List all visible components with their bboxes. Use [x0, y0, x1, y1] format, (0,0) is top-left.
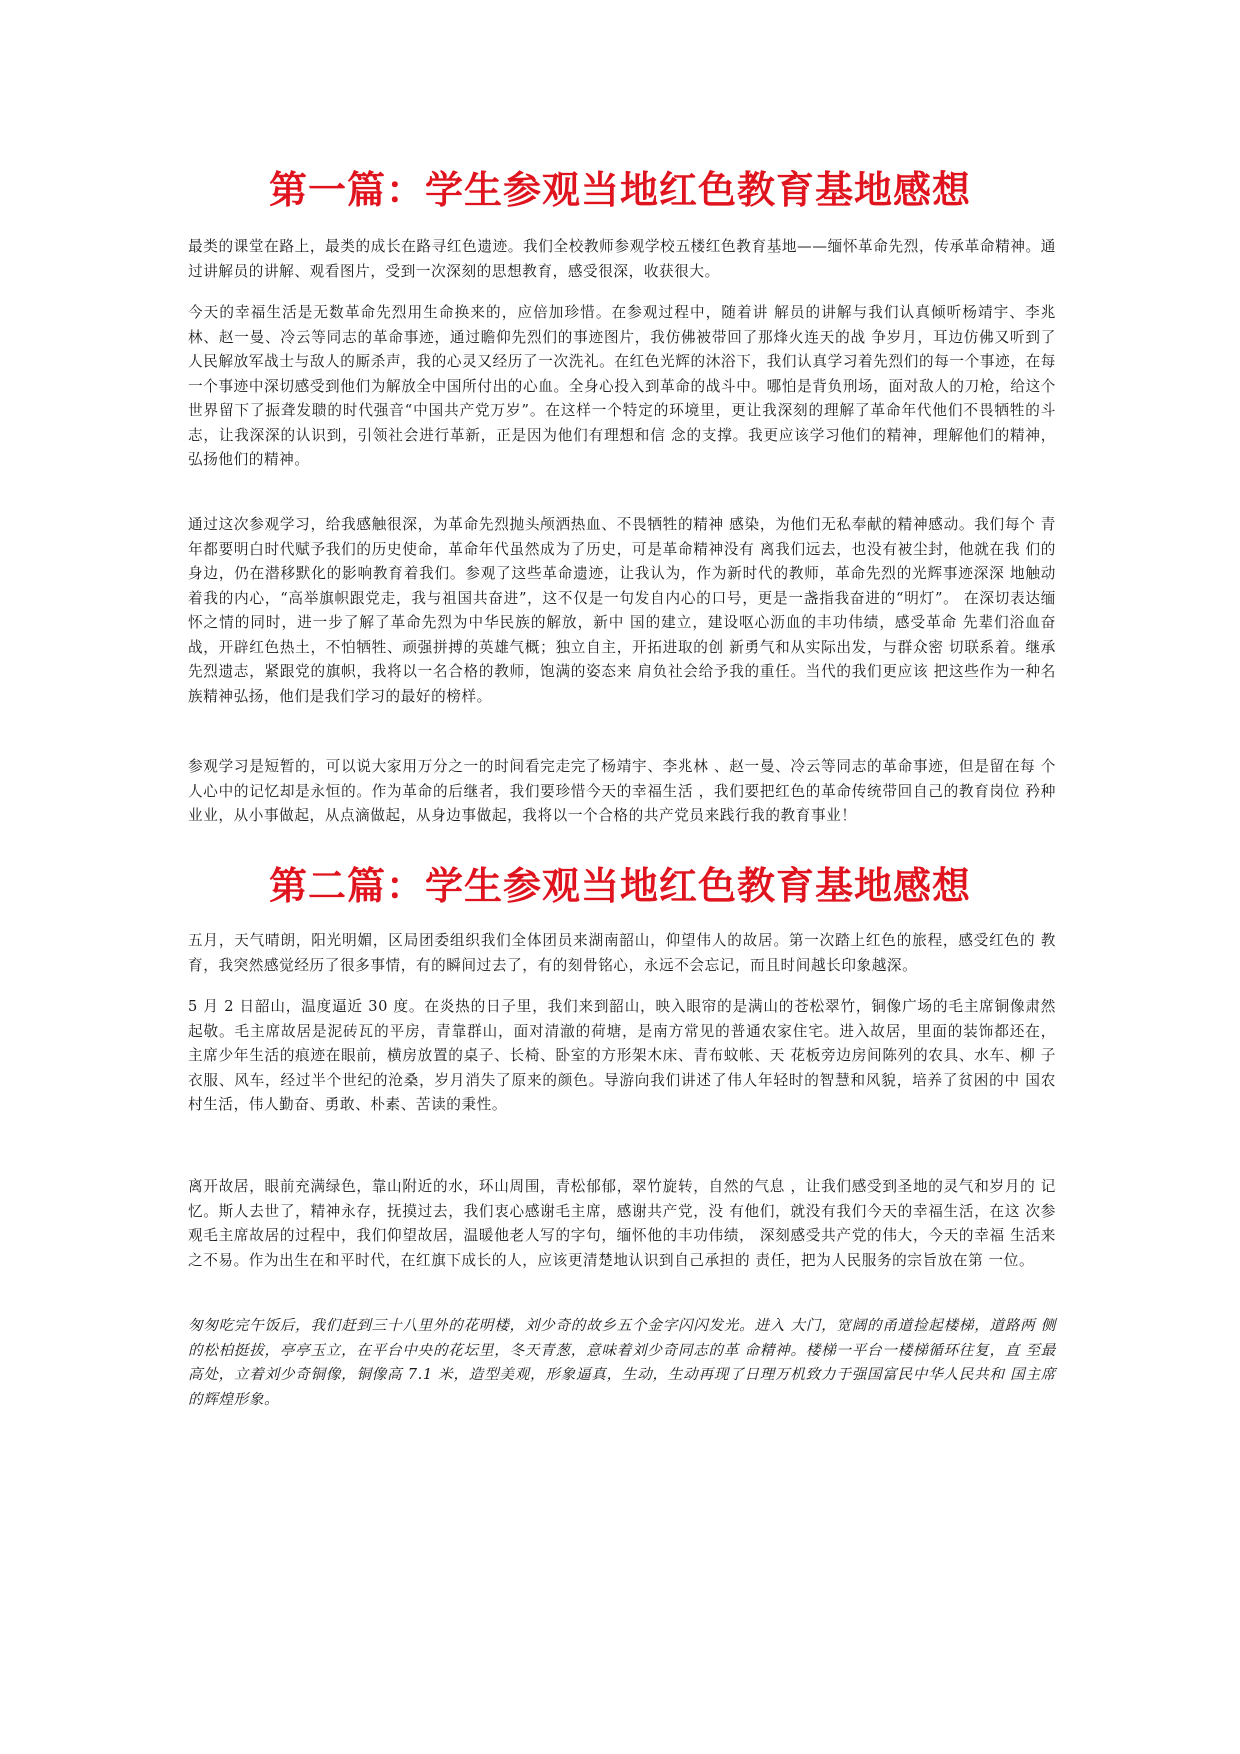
article-2-title: 第二篇：学生参观当地红色教育基地感想 — [268, 864, 971, 908]
article-1-paragraph-4: 参观学习是短暂的，可以说大家用万分之一的时间看完走完了杨靖宇、李兆林 、赵一曼、冷云等同志的革命事迹，但是留在每 个人心中的记忆却是永恒的。作为革命的后继者，我们要珍惜今天的幸福生活 ，我们要把红色的革命传统带回自己的教育岗位 矜种业业，从小事做起，从点滴做起，从身边事做起，我将以一个合格的共产党员来践行我的教育事业！ — [188, 758, 1056, 824]
article-1-paragraph-3: 通过这次参观学习，给我感触很深，为革命先烈抛头颅洒热血、不畏牺牲的精神 感染，为他们无私奉献的精神感动。我们每个 青年都要明白时代赋予我们的历史使命，革命年代虽然成为了历史，可是革命精神没有 离我们远去，也没有被尘封，他就在我 们的身边，仍在潜移默化的影响教育着我们。参观了这些革命遗迹，让我认为，作为新时代的教师，革命先烈的光辉事迹深深 地触动着我的内心，“高举旗帜跟党走，我与祖国共奋进”，这不仅是一句发自内心的口号，更是一盏指我奋进的“明灯”。 在深切表达缅怀之情的同时，进一步了解了革命先烈为中华民族的解放，新中 国的建立，建设呕心沥血的丰功伟绩，感受革命 先辈们浴血奋战，开辟红色热土，不怕牺牲、顽强拼搏的英雄气概；独立自主，开拓进取的创 新勇气和从实际出发，与群众密 切联系着。继承先烈遗志，紧跟党的旗帜，我将以一名合格的教师，饱满的姿态来 肩负社会给予我的重任。当代的我们更应该 把这些作为一种名族精神弘扬，他们是我们学习的最好的榜样。 — [188, 516, 1056, 705]
article-1-paragraph-1: 最类的课堂在路上，最类的成长在路寻红色遗迹。我们全校教师参观学校五楼红色教育基地——缅怀革命先烈，传承革命精神。通过讲解员的讲解、观看图片，受到一次深刻的思想教育，感受很深，收获很大。 — [188, 238, 1056, 280]
article-2-paragraph-2: 5 月 2 日韶山，温度逼近 30 度。在炎热的日子里，我们来到韶山，映入眼帘的是满山的苍松翠竹，铜像广场的毛主席铜像肃然 起敬。毛主席故居是泥砖瓦的平房，青靠群山，面对清澈的荷塘，是南方常见的普通农家住宅。进入故居，里面的装饰都还在， 主席少年生活的痕迹在眼前，横房放置的桌子、长椅、卧室的方形架木床、青布蚊帐、天 花板旁边房间陈列的农具、水车、柳 子衣服、风车，经过半个世纪的沧桑，岁月消失了原来的颜色。导游向我们讲述了伟人年轻时的智慧和风貌，培养了贫困的中 国农村生活，伟人勤奋、勇敢、朴素、苦读的秉性。 — [188, 998, 1056, 1113]
article-2-paragraph-3: 离开故居，眼前充满绿色，靠山附近的水，环山周围，青松郁郁，翠竹旋转，自然的气息 ，让我们感受到圣地的灵气和岁月的 记忆。斯人去世了，精神永存，抚摸过去，我们衷心感谢毛主席，感谢共产党，没 有他们，就没有我们今天的幸福生活，在这 次参观毛主席故居的过程中，我们仰望故居，温暖他老人写的字句，缅怀他的丰功伟绩， 深刻感受共产党的伟大，今天的幸福 生活来之不易。作为出生在和平时代，在红旗下成长的人，应该更清楚地认识到自己承担的 责任，把为人民服务的宗旨放在第 一位。 — [188, 1178, 1056, 1269]
article-1-paragraph-2: 今天的幸福生活是无数革命先烈用生命换来的，应倍加珍惜。在参观过程中，随着讲 解员的讲解与我们认真倾听杨靖宇、李兆林、赵一曼、冷云等同志的革命事迹，通过瞻仰先烈们的事迹图片，我仿佛被带回了那烽火连天的战 争岁月，耳边仿佛又听到了人民解放军战士与敌人的厮杀声，我的心灵又经历了一次洗礼。在红色光辉的沐浴下，我们认真学习着先烈们的每一个事迹，在每一个事迹中深切感受到他们为解放全中国所付出的心血。全身心投入到革命的战斗中。哪怕是背负刑场，面对敌人的刀枪，给这个世界留下了振聋发聩的时代强音“中国共产党万岁”。在这样一个特定的环境里，更让我深刻的理解了革命年代他们不畏牺牲的斗志，让我深深的认识到，引领社会进行革新，正是因为他们有理想和信 念的支撑。我更应该学习他们的精神，理解他们的精神，弘扬他们的精神。 — [188, 304, 1056, 468]
article-2-paragraph-1: 五月，天气晴朗，阳光明媚，区局团委组织我们全体团员来湖南韶山，仰望伟人的故居。第一次踏上红色的旅程，感受红色的 教育，我突然感觉经历了很多事情，有的瞬间过去了，有的刻骨铭心，永远不会忘记，而且时间越长印象越深。 — [188, 932, 1056, 974]
article-1-title: 第一篇：学生参观当地红色教育基地感想 — [268, 168, 971, 212]
article-2-paragraph-4: 匆匆吃完午饭后，我们赶到三十八里外的花明楼，刘少奇的故乡五个金字闪闪发光。进入 大门，宽阔的甬道捡起楼梯，道路两 侧的松柏挺拔，亭亭玉立，在平台中央的花坛里，冬天青葱，意味着刘少奇同志的革 命精神。楼梯一平台一楼梯循环往复，直 至最高处，立着刘少奇铜像，铜像高 7.1 米，造型美观，形象逼真，生动，生动再现了日理万机致力于强国富民中华人民共和 国主席的辉煌形象。 — [188, 1317, 1056, 1408]
